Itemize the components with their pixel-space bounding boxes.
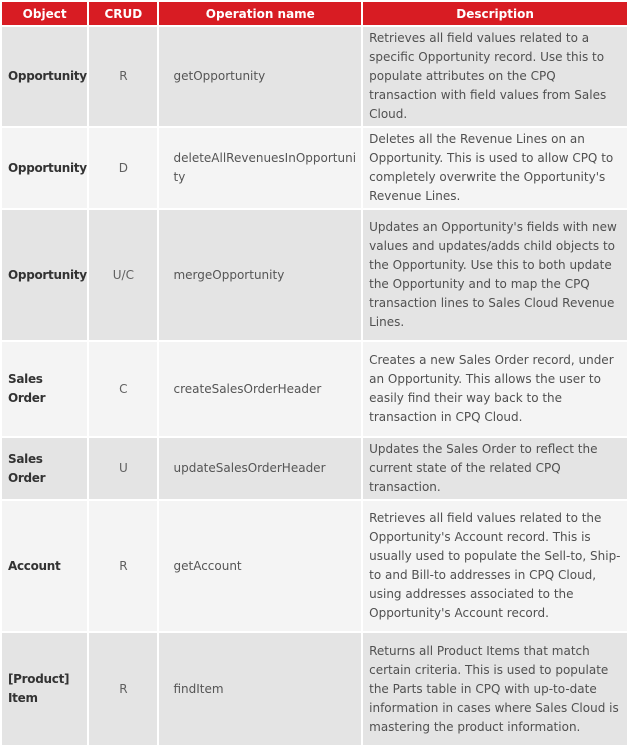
header-description: Description [363, 2, 627, 25]
operation-cell: createSalesOrderHeader [159, 342, 361, 436]
object-cell: Account [2, 501, 87, 631]
crud-cell: R [89, 27, 157, 126]
object-cell: [Product] Item [2, 633, 87, 745]
crud-cell: C [89, 342, 157, 436]
crud-cell: D [89, 128, 157, 208]
header-object: Object [2, 2, 87, 25]
table-row [2, 501, 627, 631]
crud-cell: U [89, 438, 157, 499]
description-cell: Retrieves all field values related to a specific Opportunity record. Use this to populate attributes on the CPQ transaction with field values from Sales Cloud. [363, 27, 627, 126]
object-cell: Sales Order [2, 438, 87, 499]
object-cell: Opportunity [2, 27, 87, 126]
crud-cell: R [89, 633, 157, 745]
description-cell: Updates the Sales Order to reflect the current state of the related CPQ transaction. [363, 438, 627, 499]
description-cell: Creates a new Sales Order record, under an Opportunity. This allows the user to easily find their way back to the transaction in CPQ Cloud. [363, 342, 627, 436]
table-row [2, 210, 627, 340]
object-cell: Opportunity [2, 210, 87, 340]
table-header-row [2, 2, 627, 25]
description-cell: Returns all Product Items that match certain criteria. This is used to populate the Parts table in CPQ with up-to-date information in cases where Sales Cloud is mastering the product information. [363, 633, 627, 745]
description-cell: Updates an Opportunity's fields with new values and updates/adds child objects to the Opportunity. Use this to both update the Opportunity and to map the CPQ transaction lines to Sales Cloud Revenue Lines. [363, 210, 627, 340]
operation-cell: findItem [159, 633, 361, 745]
crud-cell: R [89, 501, 157, 631]
description-cell: Deletes all the Revenue Lines on an Opportunity. This is used to allow CPQ to completely overwrite the Opportunity's Revenue Lines. [363, 128, 627, 208]
object-cell: Sales Order [2, 342, 87, 436]
operation-cell: deleteAllRevenuesInOpportunity [159, 128, 361, 208]
header-operation-name: Operation name [159, 2, 361, 25]
crud-cell: U/C [89, 210, 157, 340]
table-row [2, 342, 627, 436]
object-cell: Opportunity [2, 128, 87, 208]
header-crud: CRUD [89, 2, 157, 25]
table-row [2, 27, 627, 126]
table-row [2, 633, 627, 745]
operation-cell: updateSalesOrderHeader [159, 438, 361, 499]
table-row [2, 128, 627, 208]
operation-cell: mergeOpportunity [159, 210, 361, 340]
description-cell: Retrieves all field values related to the Opportunity's Account record. This is usually used to populate the Sell-to, Ship-to and Bill-to addresses in CPQ Cloud, using addresses associated to the Opportunity's Account record. [363, 501, 627, 631]
operation-cell: getAccount [159, 501, 361, 631]
table-row [2, 438, 627, 499]
operation-cell: getOpportunity [159, 27, 361, 126]
